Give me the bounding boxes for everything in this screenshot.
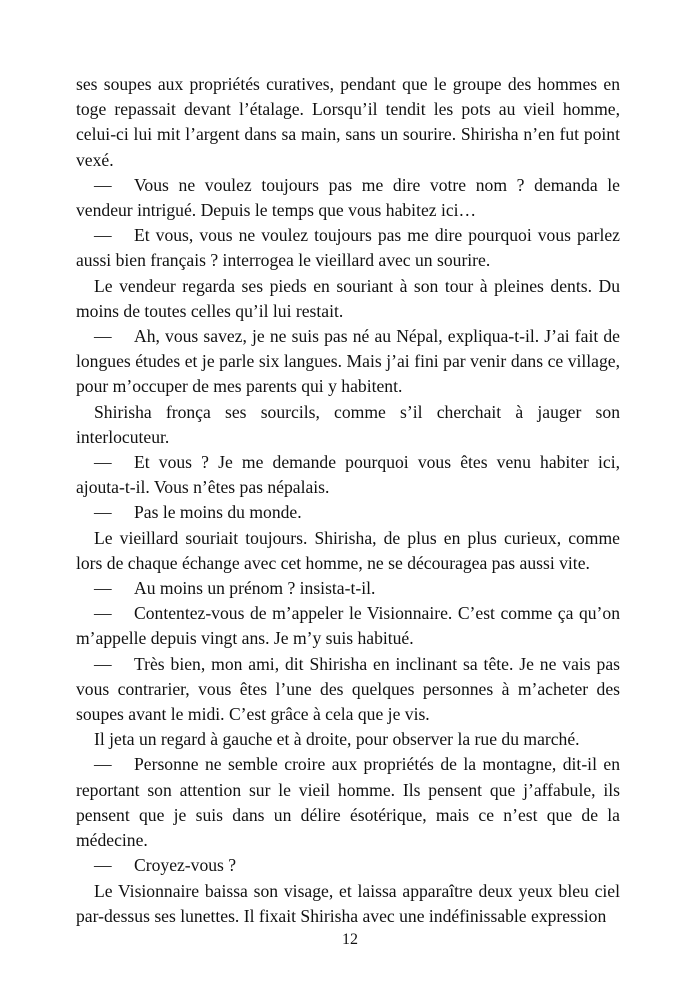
page-number: 12 [342, 931, 358, 948]
dialogue-line: — Pas le moins du monde. [76, 500, 620, 525]
em-dash: — [94, 452, 112, 473]
dialogue-line: — Très bien, mon ami, dit Shirisha en inclinant sa tête. Je ne vais pas vous contrarier, vous êtes l’une des quelques personnes à m’acheter des soupes avant le midi. C’est grâce à cela que je vis. [76, 653, 620, 725]
book-page-text [76, 72, 620, 929]
em-dash: — [94, 578, 112, 599]
dialogue-line: — Au moins un prénom ? insista-t-il. [76, 576, 620, 601]
dialogue-line: — Ah, vous savez, je ne suis pas né au Népal, expliqua-t-il. J’ai fait de longues études et je parle six langues. Mais j’ai fini par venir dans ce village, pour m’occuper de mes parents qui y habitent. [76, 326, 620, 397]
narration-paragraph: Le Visionnaire baissa son visage, et laissa apparaître deux yeux bleu ciel par-dessus ses lunettes. Il fixait Shirisha avec une indéfinissable expression [76, 880, 620, 926]
dialogue-line: — Vous ne voulez toujours pas me dire votre nom ? demanda le vendeur intrigué. Depuis le temps que vous habitez ici… [76, 174, 620, 221]
dialogue-line: — Et vous ? Je me demande pourquoi vous êtes venu habiter ici, ajouta-t-il. Vous n’êtes pas népalais. [76, 452, 620, 498]
em-dash: — [94, 855, 112, 876]
dialogue-line: — Contentez-vous de m’appeler le Visionnaire. C’est comme ça qu’on m’appelle depuis vingt ans. Je m’y suis habitué. [76, 603, 620, 649]
em-dash: — [94, 174, 112, 195]
em-dash: — [94, 653, 112, 674]
narration-paragraph: Le vieillard souriait toujours. Shirisha, de plus en plus curieux, comme lors de chaque échange avec cet homme, ne se découragea pas aussi vite. [76, 527, 620, 573]
em-dash: — [94, 754, 112, 775]
dialogue-line: — Et vous, vous ne voulez toujours pas me dire pourquoi vous parlez aussi bien français ? interrogea le vieillard avec un sourire. [76, 225, 620, 271]
em-dash: — [94, 603, 112, 624]
paragraph-continuation: ses soupes aux propriétés curatives, pendant que le groupe des hommes en toge repassait devant l’étalage. Lorsqu’il tendit les pots au vieil homme, celui-ci lui mit l’argent dans sa main, sans un sourire. Shirisha n’en fut point vexé. [76, 74, 620, 170]
dialogue-line: — Croyez-vous ? [76, 853, 620, 878]
dialogue-line: — Personne ne semble croire aux propriétés de la montagne, dit-il en reportant son attention sur le vieil homme. Ils pensent que j’affabule, ils pensent que je suis dans un délire ésotérique, mais ce n’est que de la médecine. [76, 754, 620, 851]
em-dash: — [94, 326, 112, 347]
narration-paragraph: Shirisha fronça ses sourcils, comme s’il cherchait à jauger son interlocuteur. [76, 401, 620, 447]
em-dash: — [94, 502, 112, 523]
narration-paragraph: Il jeta un regard à gauche et à droite, pour observer la rue du marché. [94, 729, 580, 750]
em-dash: — [94, 225, 112, 246]
narration-paragraph: Le vendeur regarda ses pieds en souriant à son tour à pleines dents. Du moins de toutes celles qu’il lui restait. [76, 275, 620, 321]
